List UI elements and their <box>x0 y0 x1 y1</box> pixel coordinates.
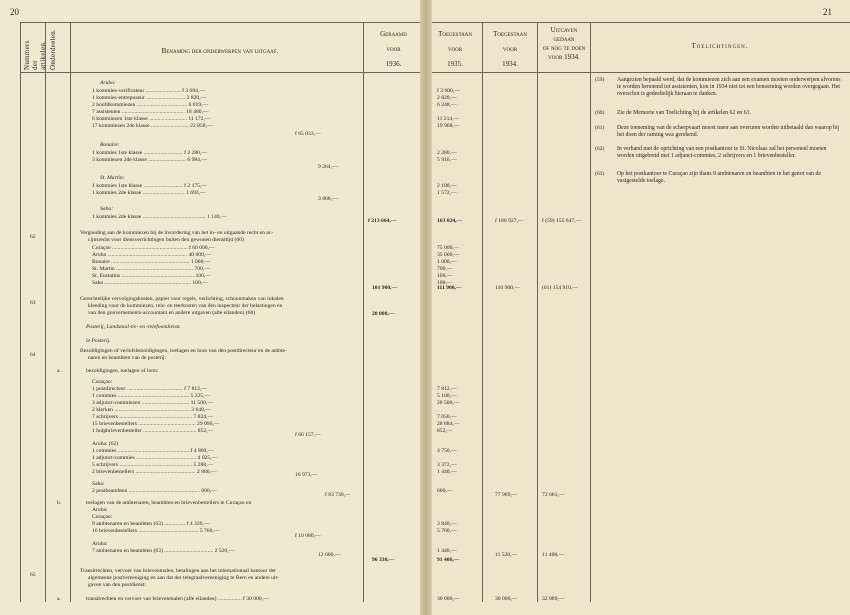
entry-line: 3 adjunct-commiezen .................................. 11 500,— <box>92 400 213 406</box>
amount-col1934: 110 900,— <box>495 285 520 291</box>
entry-line: 64 <box>30 352 36 358</box>
entry-line: toelagen van de ambtenaren, beambten en brievenbestellers te Curaçao en <box>86 500 252 506</box>
entry-line: Bonaire: <box>100 142 120 148</box>
amount-col-uitgaven: (61) 154 910,— <box>542 285 578 291</box>
amount-col1935: 3 840,— <box>437 521 457 527</box>
header-line: 1935. <box>447 60 463 68</box>
header-line: voor <box>447 45 463 53</box>
amount-col1935: 1 000,— <box>437 259 457 265</box>
entry-line: Bezoldigingen of verlofsbezoldigingen, toelagen en loon van den postdirecteur en de ambte- <box>80 348 287 354</box>
header-geraamd <box>366 30 421 69</box>
entry-line: 1 commies ................................................... f 4 800,— <box>92 448 214 454</box>
entry-line: 2 klerken ...................................................... 3 648,— <box>92 407 211 413</box>
note-number: (59) <box>595 77 605 83</box>
amount-col1935: 3 372,— <box>437 462 457 468</box>
amount-col1935: 852,— <box>437 428 453 434</box>
amount-col1935: 6 248,— <box>437 102 457 108</box>
amount-col-uitgaven: 72 661,— <box>542 492 565 498</box>
header-line: voor 1934. <box>548 53 580 61</box>
header-line: voor <box>386 45 401 53</box>
entry-line: Aruba: (62) <box>92 441 119 447</box>
entry-line: St. Martin: <box>100 175 125 181</box>
entry-line: 63 <box>30 300 36 306</box>
entry-line: kleeding voor de kommiezen, reis- en teerkosten van den inspecteur der belastingen en <box>88 303 283 309</box>
entry-line: Vergoeding aan de kommiezen bij de invordering van het in- en uitgaande recht en ac- <box>80 230 274 236</box>
header-line: voor <box>502 45 518 53</box>
amount-col1935: 20 500,— <box>437 400 460 406</box>
amount-col1935: 5 760,— <box>437 528 457 534</box>
note-number: (63) <box>595 171 605 177</box>
rule <box>425 72 850 73</box>
amount-col1935: 700,— <box>437 266 453 272</box>
entry-line: 1 postdirecteur ........................................ f 7 812,— <box>92 386 207 392</box>
entry-line: Gerechtelijke vervolgingskosten, papier voor regels, verlichting, schoonmaken van lokalen <box>80 296 284 302</box>
entry-line: Curaçao ...................................................... f 60 000,— <box>92 245 215 251</box>
header-uitgaven <box>538 26 590 62</box>
amount-col1935: 19 968,— <box>437 123 460 129</box>
header-line: Toegestaan <box>438 30 472 38</box>
rule <box>20 22 21 602</box>
rule <box>45 22 46 602</box>
entry-line: 15 brievenbestellers ......................................... 29 096,— <box>92 421 220 427</box>
header-nummers: Nummers der artikelen. <box>23 40 47 70</box>
header-line: 1934. <box>502 60 518 68</box>
entry-line: Posterij, Landstaal-tie- en -telefoondienst. <box>86 324 181 330</box>
entry-line: b. <box>57 500 62 506</box>
rule <box>537 22 538 602</box>
rule <box>590 22 591 602</box>
amount-col1935: 111 900,— <box>437 285 462 291</box>
amount-col1934: 30 000,— <box>495 596 518 602</box>
note-text: Op het postkantoor te Curaçao zijn thans 9 ambtenaren en beambten in het genot van de vastgestelde toelage. <box>617 171 821 185</box>
amount-col1935: 35 000,— <box>437 252 460 258</box>
entry-line: 1 kommies 1ste klasse ............................ f 2 175,— <box>92 183 207 189</box>
note-number: (61) <box>595 125 605 131</box>
header-onderdeelen: Onderdeelen. <box>49 28 57 70</box>
amount-col1935: 30 000,— <box>437 596 460 602</box>
header-toelichtingen: Toelichtingen. <box>691 42 749 50</box>
amount-col1935: 91 406,— <box>437 557 460 563</box>
entry-line: 16 brievenbestellers ........................................... 5 760,— <box>92 528 220 534</box>
entry-line: 17 kommiezen 2de klasse ........................... 22 858,— <box>92 123 213 129</box>
entry-line: Transitrechten, vervoer van brievenmalen, betalingen aan het internationaal kantoor der <box>80 568 276 574</box>
entry-line: 16 973,— <box>295 472 318 478</box>
note-text: Deze toeneming van de scheepvaart moest meer aan overuren worden uitbetaald dan waarop bij het doen der raming was gerekend. <box>617 125 840 139</box>
entry-line: 1 hulpbrievenbesteller ...................................... 852,— <box>92 428 214 434</box>
entry-line: 1 kommies-verificateur ......................... f 3 684,— <box>92 88 205 94</box>
header-line: Geraamd <box>380 30 407 38</box>
entry-line: Bonaire ........................................................ 1 000,— <box>92 259 211 265</box>
entry-line: bezoldigingen, toelagen of loon: <box>86 368 159 374</box>
entry-line: 2 hoofdkommiezen .................................... 6 019,— <box>92 102 209 108</box>
entry-line: 1 kommies 2de klasse .............................. 1 693,— <box>92 190 206 196</box>
amount-col1935: 7 812,— <box>437 386 457 392</box>
entry-line: Aruba: <box>100 80 116 86</box>
header-line: Uitgaven <box>550 26 578 34</box>
amount-col1935: 7 056,— <box>437 414 457 420</box>
header-line: 1936. <box>385 60 402 68</box>
header-line: gedaan <box>553 35 575 43</box>
entry-line: 101 900,— <box>372 285 398 291</box>
rule <box>20 72 425 73</box>
entry-line: 9 264,— <box>318 164 338 170</box>
amount-col1935: 11 214,— <box>437 116 460 122</box>
rule <box>363 22 364 602</box>
entry-line: Aruba: <box>92 507 108 513</box>
entry-line: cijnsrecht voor diensverrichtingen buiten den gewonen diensttijd (60) <box>88 237 244 243</box>
note-number: (62) <box>595 146 605 152</box>
entry-line: 3 kommiezen 2de klasse ........................... 6 984,— <box>92 157 207 163</box>
entry-line: 3 868,— <box>318 196 338 202</box>
entry-line: St. Eustatius .................................................... 100,— <box>92 273 211 279</box>
entry-line: 20 000,— <box>372 311 395 317</box>
entry-line: a. <box>57 368 61 374</box>
page-number-left: 20 <box>10 7 19 17</box>
note-number: (60) <box>595 110 605 116</box>
amount-col1935: 28 884,— <box>437 421 460 427</box>
amount-col1935: 163 024,— <box>437 218 463 224</box>
amount-col1935: 2 100,— <box>437 183 457 189</box>
entry-line: 7 ambtenaren en beambten (63) ................................... 2 520,— <box>92 548 235 554</box>
entry-line: f 213 664,— <box>368 218 397 224</box>
amount-col1935: f 3 600,— <box>437 88 460 94</box>
amount-col-uitgaven: f (59) 155 647,— <box>542 218 582 224</box>
entry-line: naren en beambten van de posterij: <box>88 355 167 361</box>
amount-col1935: 1 440,— <box>437 469 457 475</box>
entry-line: 2 postbeambten ................................................... 600,— <box>92 488 217 494</box>
entry-line: f 83 730,— <box>325 492 351 498</box>
entry-line: Saba: <box>100 206 114 212</box>
entry-line: Aruba: <box>92 541 108 547</box>
entry-line: 6 kommiezen 1ste klasse ........................... 11 172,— <box>92 116 211 122</box>
amount-col1935: 2 820,— <box>437 95 457 101</box>
entry-line: f 66 157,— <box>295 432 321 438</box>
entry-line: 7 assistenten ............................................. 18 480,— <box>92 109 209 115</box>
entry-line: 9 ambtenaren en beambten (63) ............... f 4 320,— <box>92 521 210 527</box>
amount-col1935: 1 440,— <box>437 548 457 554</box>
amount-col1935: 2 280,— <box>437 150 457 156</box>
entry-line: Aruba ......................................................... 40 000,— <box>92 252 211 258</box>
amount-col1935: 5 100,— <box>437 393 457 399</box>
page-number-right: 21 <box>823 7 832 17</box>
header-line: Toegestaan <box>493 30 527 38</box>
amount-col1934: f 186 927,— <box>495 218 524 224</box>
entry-line: 1 kommies 2de klasse ............................................. 1 140,— <box>92 214 227 220</box>
rule <box>70 22 71 602</box>
entry-line: 62 <box>30 234 36 240</box>
entry-line: 1 kommies 1ste klasse ............................ f 2 280,— <box>92 150 207 156</box>
entry-line: 65 <box>30 572 36 578</box>
entry-line: 96 330,— <box>372 557 395 563</box>
amount-col1935: 1 572,— <box>437 190 457 196</box>
header-line: of nog te doen <box>542 44 586 52</box>
amount-col-uitgaven: 11 408,— <box>542 552 565 558</box>
header-toegestaan-1935 <box>430 30 480 69</box>
entry-line: f 10 080,— <box>295 533 321 539</box>
entry-line: 5 schrijvers .................................................... 5 288,— <box>92 462 214 468</box>
entry-line: f 65 033,— <box>295 131 321 137</box>
amount-col1935: 100,— <box>437 280 453 286</box>
entry-line: Saba .............................................................. 100,— <box>92 280 208 286</box>
right-page <box>425 0 850 615</box>
entry-line: Curaçao: <box>92 514 113 520</box>
amount-col1935: 5 916,— <box>437 157 457 163</box>
entry-line: 2 brievenbestellers ........................................... 2 880,— <box>92 469 217 475</box>
amount-col1934: 77 969,— <box>495 492 518 498</box>
rule <box>20 22 425 23</box>
entry-line: transitrechten en vervoer van brievenmalen (alle eilanden) ................. f 30 000,— <box>86 596 269 602</box>
rule <box>425 22 850 23</box>
amount-col1935: 600,— <box>437 488 453 494</box>
amount-col1935: 100,— <box>437 273 453 279</box>
amount-col1935: 4 750,— <box>437 448 457 454</box>
entry-line: van den gouvernements-accountant en andere uitgaven (alle eilanden) (60) <box>88 310 256 316</box>
entry-line: algemeene postvereeniging en aan dat der telegraafvereeniging te Bern en andere uit- <box>88 575 279 581</box>
entry-line: a. <box>57 596 61 602</box>
amount-col-uitgaven: 32 889,— <box>542 596 565 602</box>
entry-line: gaven van den postdienst: <box>88 582 146 588</box>
entry-line: 1 kommies-entreposeur ............................ 2 820,— <box>92 95 207 101</box>
entry-line: St. Martin ....................................................... 700,— <box>92 266 210 272</box>
entry-line: Saba: <box>92 481 105 487</box>
book-gutter <box>420 0 432 615</box>
note-text: In verband met de oprichting van een postkantoor te St. Nicolaas zal het personeel moeten worden uitgebreid met 1 adjunct-commies, 2 schrijvers en 1 brievenbesteller. <box>617 146 827 160</box>
note-text: Aangezien bepaald werd, dat de kommiezen zich aan een examen moeten onderwerpen alvorens te worden benoemd tot assistenten, kon in 1934 niet tot een benoeming worden overgegaan. Het overschot is gedeeltelijk hieraan te danken. <box>617 77 841 98</box>
amount-col1934: 11 520,— <box>495 552 518 558</box>
entry-line: le Posterij. <box>86 338 111 344</box>
entry-line: 1 commies ................................................... 5 225,— <box>92 393 211 399</box>
entry-line: 7 schrijvers .................................................... 7 824,— <box>92 414 214 420</box>
entry-line: 1 adjunct-commies ........................................... 4 025,— <box>92 455 218 461</box>
entry-line: 12 600,— <box>318 552 341 558</box>
entry-line: Curaçao: <box>92 379 113 385</box>
rule <box>482 22 483 602</box>
header-benaming: Benaming der onderwerpen van uitgaaf. <box>161 47 279 55</box>
note-text: Zie de Memorie van Toelichting bij de artikelen 62 en 63. <box>617 110 751 116</box>
amount-col1935: 75 000,— <box>437 245 460 251</box>
header-toegestaan-1934 <box>485 30 535 69</box>
